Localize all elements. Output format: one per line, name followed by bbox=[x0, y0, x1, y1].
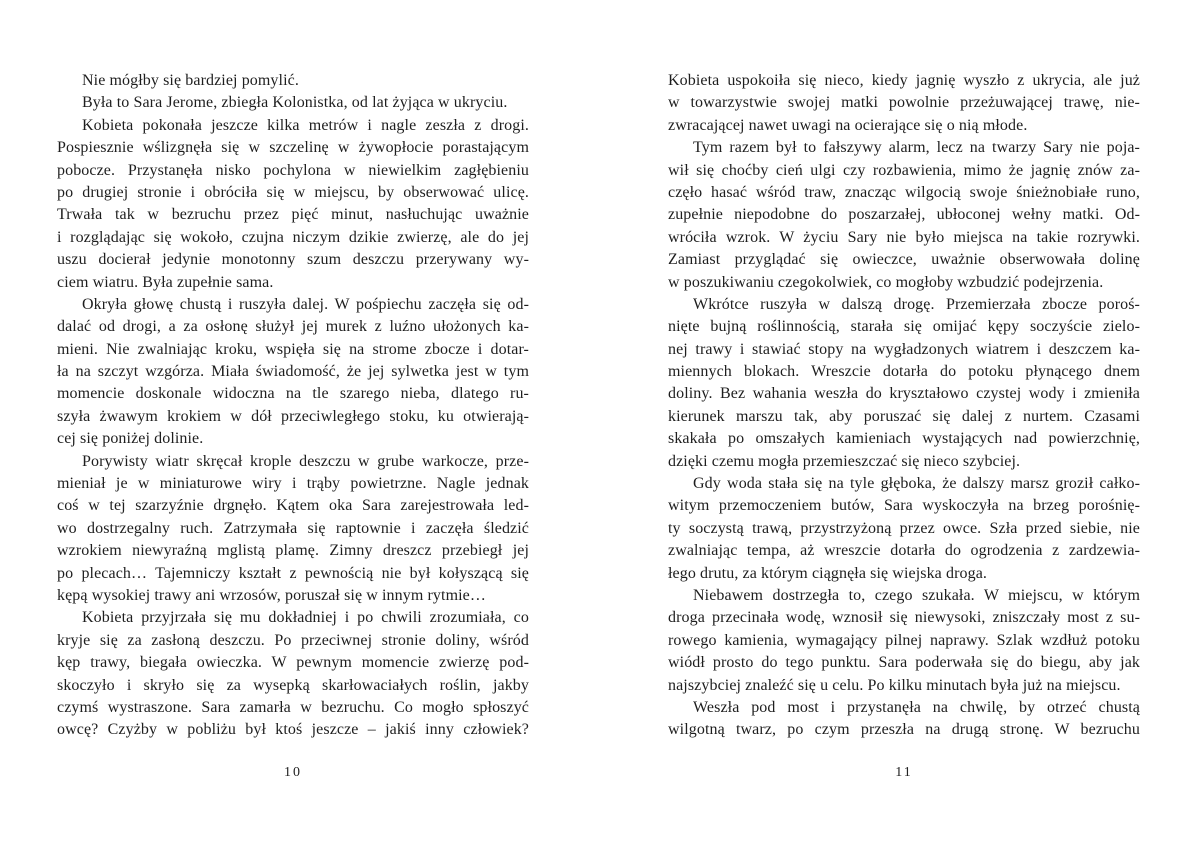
text-line: najszybciej znaleźć się u celu. Po kilku minutach była już na miejscu. bbox=[668, 676, 1121, 694]
paragraph bbox=[668, 697, 1140, 742]
text-line: wilgotną twarz, po czym przeszła na drugą stronę. W bezruchu bbox=[668, 721, 1140, 739]
text-line: Wkrótce ruszyła w dalszą drogę. Przemierzała zbocze poroś- bbox=[693, 295, 1140, 313]
text-line: nej trawy i stawiać stopy na wygładzonych wiatrem i deszczem ka- bbox=[668, 340, 1140, 358]
text-line: kępą wysokiej trawy ani wrzosów, poruszał się w innym rytmie… bbox=[57, 586, 486, 604]
text-line: zwalniając tempa, aż wreszcie dotarła do ogrodzenia z zardzewia- bbox=[668, 542, 1140, 560]
text-line: nięte bujną roślinnością, starała się omijać kępy soczyście zielo- bbox=[668, 318, 1140, 336]
text-line: Kobieta pokonała jeszcze kilka metrów i nagle zeszła z drogi. bbox=[82, 116, 529, 134]
text-line: wo dostrzegalny ruch. Zatrzymała się raptownie i zaczęła śledzić bbox=[57, 519, 529, 537]
text-line: Nie mógłby się bardziej pomylić. bbox=[82, 72, 299, 89]
text-line: wił się choćby cień ulgi czy rozbawienia, mimo że jagnię znów za- bbox=[668, 161, 1140, 179]
page-text bbox=[57, 70, 529, 742]
text-line: Gdy woda stała się na tyle głęboka, że dalszy marsz groził całko- bbox=[693, 475, 1140, 493]
text-line: Kobieta uspokoiła się nieco, kiedy jagnię wyszło z ukrycia, ale już bbox=[668, 72, 1140, 89]
paragraph bbox=[57, 451, 529, 608]
text-line: Trwała tak w bezruchu przez pięć minut, nasłuchując uważnie bbox=[57, 206, 529, 224]
paragraph bbox=[668, 137, 1140, 294]
text-line: Weszła pod most i przystanęła na chwilę, by otrzeć chustą bbox=[693, 698, 1140, 716]
text-line: mieniał je w miniaturowe wiry i trąby powietrzne. Nagle jednak bbox=[57, 475, 529, 493]
text-line: ty soczystą trawą, przystrzyżoną przez owce. Szła przed siebie, nie bbox=[668, 519, 1140, 537]
text-line: po drugiej stronie i obróciła się w miejscu, by obserwować ulicę. bbox=[57, 183, 529, 201]
text-line: kryje się za zasłoną deszczu. Po przeciwnej stronie doliny, wśród bbox=[57, 631, 529, 649]
text-line: ciem wiatru. Była zupełnie sama. bbox=[57, 273, 274, 291]
text-line: doliny. Bez wahania weszła do kryształowo czystej wody i zmieniła bbox=[668, 385, 1140, 403]
text-line: wróciła wzrok. W życiu Sary nie było miejsca na takie rozrywki. bbox=[668, 228, 1140, 246]
text-line: pobocze. Przystanęła nisko pochylona w niewielkim zagłębieniu bbox=[57, 161, 529, 179]
paragraph bbox=[57, 294, 529, 451]
text-line: droga przecinała wodę, wznosił się niewysoki, zniszczały most z su- bbox=[668, 609, 1140, 627]
text-line: ła na szczyt wzgórza. Miała świadomość, że jej sylwetka jest w tym bbox=[57, 363, 529, 381]
text-line: rowego kamienia, wymagający pilnej naprawy. Szlak wzdłuż potoku bbox=[668, 631, 1140, 649]
text-line: dzięki czemu mogła przemieszczać się nieco szybciej. bbox=[668, 452, 1021, 470]
page-number: 10 bbox=[284, 764, 302, 780]
paragraph bbox=[668, 70, 1140, 137]
text-line: witym przemoczeniem butów, Sara wyskoczyła na brzeg porośnię- bbox=[668, 497, 1140, 515]
text-line: po plecach… Tajemniczy kształt z pewnością nie był kołyszącą się bbox=[57, 564, 529, 582]
text-line: Okryła głowę chustą i ruszyła dalej. W pośpiechu zaczęła się od- bbox=[82, 295, 529, 313]
text-line: Była to Sara Jerome, zbiegła Kolonistka, od lat żyjąca w ukryciu. bbox=[82, 94, 508, 112]
paragraph bbox=[668, 585, 1140, 697]
text-line: Niebawem dostrzegła to, czego szukała. W miejscu, w którym bbox=[693, 586, 1140, 604]
text-line: Zamiast przyglądać się owieczce, uważnie obserwowała dolinę bbox=[668, 251, 1140, 269]
text-line: zupełnie niepodobne do poszarzałej, ubłoconej wełny matki. Od- bbox=[668, 206, 1140, 224]
text-line: szyła żwawym krokiem w dół przeciwległego stoku, ku otwierają- bbox=[57, 407, 529, 425]
text-line: Kobieta przyjrzała się mu dokładniej i po chwili zrozumiała, co bbox=[82, 609, 529, 627]
page-text bbox=[668, 70, 1140, 742]
text-line: wzrokiem niewyraźną mglistą plamę. Zimny dreszcz przebiegł jej bbox=[57, 542, 529, 560]
text-line: zwracającej nawet uwagi na ocierające się o nią młode. bbox=[668, 116, 1028, 134]
book-page-left bbox=[57, 70, 529, 781]
text-line: skoczyło i skryło się za wysepką skarłowaciałych roślin, jakby bbox=[57, 676, 529, 694]
text-line: owcę? Czyżby w pobliżu był ktoś jeszcze – jakiś inny człowiek? bbox=[57, 721, 529, 739]
text-line: Porywisty wiatr skręcał krople deszczu w grube warkocze, prze- bbox=[82, 452, 529, 470]
paragraph bbox=[668, 473, 1140, 585]
text-line: kierunek marszu tak, aby poruszać się dalej z nurtem. Czasami bbox=[668, 407, 1140, 425]
text-line: uszu docierał jedynie monotonny szum deszczu przerywany wy- bbox=[57, 251, 529, 269]
text-line: Pospiesznie wślizgnęła się w szczelinę w żywopłocie porastającym bbox=[57, 139, 529, 157]
paragraph bbox=[57, 92, 529, 114]
text-line: w poszukiwaniu czegokolwiek, co mogłoby wzbudzić podejrzenia. bbox=[668, 273, 1104, 291]
text-line: czymś wystraszone. Sara zamarła w bezruchu. Co mogło spłoszyć bbox=[57, 698, 529, 716]
text-line: Tym razem był to fałszywy alarm, lecz na twarzy Sary nie poja- bbox=[693, 139, 1140, 157]
text-line: łego drutu, za którym ciągnęła się wiejska droga. bbox=[668, 564, 988, 582]
text-line: cej się poniżej dolinie. bbox=[57, 430, 204, 448]
paragraph bbox=[57, 115, 529, 294]
text-line: i rozglądając się wokoło, czujna niczym dzikie zwierzę, ale do jej bbox=[57, 228, 529, 246]
paragraph bbox=[57, 607, 529, 741]
text-line: w towarzystwie swojej matki powolnie przeżuwającej trawę, nie- bbox=[668, 94, 1140, 112]
text-line: mieni. Nie zwalniając kroku, wspięła się na strome zbocze i dotar- bbox=[57, 340, 529, 358]
text-line: coś w tej szarzyźnie drgnęło. Kątem oka Sara zarejestrowała led- bbox=[57, 497, 529, 515]
text-line: kęp trawy, biegała owieczka. W pewnym momencie zwierzę pod- bbox=[57, 654, 529, 672]
text-line: skakała po omszałych kamieniach wystających nad powierzchnię, bbox=[668, 430, 1140, 448]
paragraph bbox=[668, 294, 1140, 473]
book-page-right bbox=[668, 70, 1140, 781]
paragraph bbox=[57, 70, 529, 92]
page-number: 11 bbox=[895, 764, 913, 780]
text-line: miennych blokach. Wreszcie dotarła do potoku płynącego dnem bbox=[668, 363, 1140, 381]
text-line: momencie doskonale widoczna na tle szarego nieba, dlatego ru- bbox=[57, 385, 529, 403]
text-line: wiódł prosto do tego punktu. Sara poderwała się do biegu, aby jak bbox=[668, 654, 1140, 672]
text-line: dalać od drogi, a za osłonę służył jej murek z luźno ułożonych ka- bbox=[57, 318, 529, 336]
text-line: częło hasać wśród traw, znacząc wilgocią swoje śnieżnobiałe runo, bbox=[668, 183, 1140, 201]
